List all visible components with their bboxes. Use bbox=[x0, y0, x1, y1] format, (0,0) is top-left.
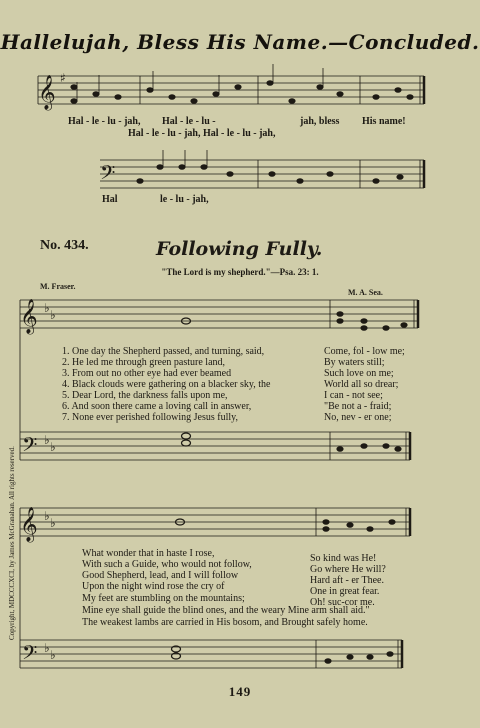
treble-clef-icon: 𝄞 bbox=[20, 299, 38, 334]
lyricist: M. Fraser. bbox=[40, 282, 76, 291]
second-line-4: Upon the night wind rose the cry of bbox=[82, 581, 225, 592]
hymn-subtitle: "The Lord is my shepherd."—Psa. 23: 1. bbox=[161, 267, 319, 277]
system3-bass-staff bbox=[20, 640, 402, 668]
bass-lyric-2: le - lu - jah, bbox=[160, 194, 209, 205]
svg-text:♭: ♭ bbox=[50, 440, 56, 454]
verse-ending-1: Come, fol - low me; bbox=[324, 346, 405, 357]
top-lyric-3: jah, bless bbox=[300, 116, 340, 127]
top-treble-staff bbox=[38, 76, 424, 104]
second-ending-5: Oh! suc-cor me. bbox=[310, 597, 375, 608]
second-line-2: With such a Guide, who would not follow, bbox=[82, 559, 252, 570]
second-line-3: Good Shepherd, lead, and I will follow bbox=[82, 570, 239, 581]
top-lyric-4: His name! bbox=[362, 116, 406, 127]
system2-treble-staff bbox=[20, 300, 418, 328]
system3-treble-staff bbox=[20, 508, 410, 536]
second-line-6: Mine eye shall guide the blind ones, and the weary Mine arm shall aid." bbox=[82, 605, 370, 616]
second-line-1: What wonder that in haste I rose, bbox=[82, 548, 215, 559]
verse-ending-2: By waters still; bbox=[324, 357, 385, 368]
svg-text:♭: ♭ bbox=[44, 641, 50, 655]
svg-text:♭: ♭ bbox=[50, 648, 56, 662]
hymn-title: Following Fully. bbox=[156, 238, 323, 260]
svg-text:♭: ♭ bbox=[44, 509, 50, 523]
svg-text:♯: ♯ bbox=[60, 71, 66, 85]
treble-clef-icon: 𝄞 bbox=[20, 507, 38, 542]
bass-clef-icon: 𝄢 bbox=[22, 641, 38, 669]
bass-clef-icon: 𝄢 bbox=[100, 161, 116, 189]
second-line-5: My feet are stumbling on the mountains; bbox=[82, 593, 245, 604]
second-ending-4: One in great fear. bbox=[310, 586, 380, 597]
verse-line-4: 4. Black clouds were gathering on a blacker sky, the bbox=[62, 379, 271, 390]
top-lyric-second: Hal - le - lu - jah, Hal - le - lu - jah, bbox=[128, 128, 276, 139]
second-line-7: The weakest lambs are carried in His bosom, and Brought safely home. bbox=[82, 617, 368, 628]
svg-text:♭: ♭ bbox=[44, 433, 50, 447]
top-bass-staff bbox=[100, 160, 424, 188]
verse-line-6: 6. And soon there came a loving call in answer, bbox=[62, 401, 252, 412]
top-lyric-2: Hal - le - lu - bbox=[162, 116, 216, 127]
verse-line-3: 3. From out no other eye had ever beamed bbox=[62, 368, 232, 379]
composer: M. A. Sea. bbox=[348, 288, 383, 297]
svg-text:♭: ♭ bbox=[50, 516, 56, 530]
verse-line-5: 5. Dear Lord, the darkness falls upon me, bbox=[62, 390, 228, 401]
verse-line-2: 2. He led me through green pasture land, bbox=[62, 357, 226, 368]
treble-clef-icon: 𝄞 bbox=[38, 75, 56, 110]
continued-title: Hallelujah, Bless His Name.—Concluded. bbox=[0, 30, 480, 54]
copyright-notice: Copyright, MDCCCXCI, by James McGranahan. All rights reserved. bbox=[8, 446, 16, 640]
verse-ending-5: I can - not see; bbox=[324, 390, 383, 401]
second-ending-1: So kind was He! bbox=[310, 553, 377, 564]
verse-ending-3: Such love on me; bbox=[324, 368, 394, 379]
page-number: 149 bbox=[228, 684, 252, 699]
second-ending-3: Hard aft - er Thee. bbox=[310, 575, 384, 586]
verse-ending-7: No, nev - er one; bbox=[324, 412, 392, 423]
system2-bass-staff bbox=[20, 432, 410, 460]
bass-clef-icon: 𝄢 bbox=[22, 433, 38, 461]
hymn-number: No. 434. bbox=[40, 238, 89, 253]
verse-ending-4: World all so drear; bbox=[324, 379, 399, 390]
bass-lyric-1: Hal bbox=[102, 194, 118, 205]
svg-text:♭: ♭ bbox=[50, 308, 56, 322]
verse-ending-6: "Be not a - fraid; bbox=[324, 401, 392, 412]
top-lyric-1: Hal - le - lu - jah, bbox=[68, 116, 141, 127]
verse-line-7: 7. None ever perished following Jesus fully, bbox=[62, 412, 238, 423]
second-ending-2: Go where He will? bbox=[310, 564, 386, 575]
svg-text:♭: ♭ bbox=[44, 301, 50, 315]
verse-line-1: 1. One day the Shepherd passed, and turning, said, bbox=[62, 346, 265, 357]
